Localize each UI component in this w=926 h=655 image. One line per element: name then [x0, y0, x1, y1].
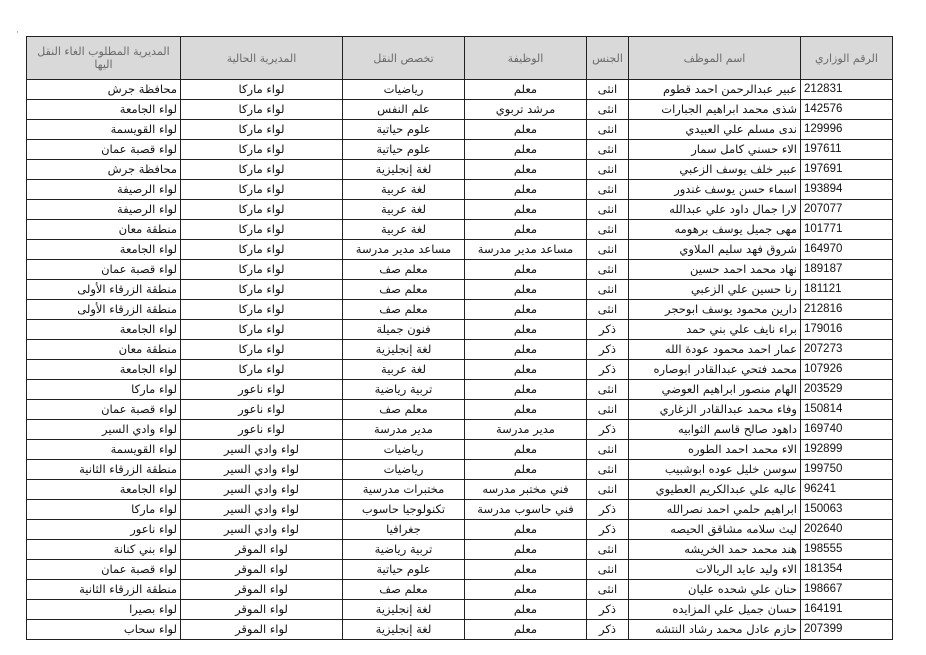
table-row [27, 80, 893, 100]
employee-name-cell: رنا حسين علي الزعبي [629, 280, 801, 300]
ministry-id-cell: 142576 [801, 100, 893, 120]
table-row [27, 100, 893, 120]
transfer-specialty-cell: معلم صف [343, 580, 465, 600]
ministry-id-cell: 129996 [801, 120, 893, 140]
table-header-row [27, 37, 893, 80]
current-directorate-cell: لواء ماركا [181, 140, 343, 160]
gender-cell: انثى [587, 140, 629, 160]
table-row [27, 200, 893, 220]
requested-directorate-cell: لواء الجامعة [27, 240, 181, 260]
transfer-specialty-cell: لغة عربية [343, 200, 465, 220]
requested-directorate-cell: لواء القويسمة [27, 440, 181, 460]
ministry-id-cell: 179016 [801, 320, 893, 340]
ministry-id-cell: 198667 [801, 580, 893, 600]
employee-name-cell: اسماء حسن يوسف غندور [629, 180, 801, 200]
transfer-specialty-cell: لغة عربية [343, 360, 465, 380]
requested-directorate-cell: لواء بني كنانة [27, 540, 181, 560]
requested-directorate-cell: لواء سحاب [27, 620, 181, 640]
ministry-id-cell: 193894 [801, 180, 893, 200]
current-directorate-cell: لواء وادي السير [181, 480, 343, 500]
requested-directorate-cell: لواء الرصيفة [27, 200, 181, 220]
ministry-id-cell: 207273 [801, 340, 893, 360]
header-ministry-id: الرقم الوزاري [801, 37, 893, 80]
ministry-id-cell: 101771 [801, 220, 893, 240]
gender-cell: انثى [587, 220, 629, 240]
current-directorate-cell: لواء وادي السير [181, 500, 343, 520]
requested-directorate-cell: لواء الجامعة [27, 100, 181, 120]
employee-name-cell: براء نايف علي بني حمد [629, 320, 801, 340]
gender-cell: ذكر [587, 500, 629, 520]
employee-name-cell: محمد فتحي عبدالقادر ابوصاره [629, 360, 801, 380]
gender-cell: انثى [587, 260, 629, 280]
transfer-specialty-cell: علم النفس [343, 100, 465, 120]
table-row [27, 560, 893, 580]
current-directorate-cell: لواء وادي السير [181, 440, 343, 460]
ministry-id-cell: 203529 [801, 380, 893, 400]
gender-cell: ذكر [587, 620, 629, 640]
gender-cell: انثى [587, 180, 629, 200]
gender-cell: انثى [587, 80, 629, 100]
transfer-specialty-cell: تكنولوجيا حاسوب [343, 500, 465, 520]
gender-cell: انثى [587, 160, 629, 180]
gender-cell: انثى [587, 540, 629, 560]
current-directorate-cell: لواء ناعور [181, 380, 343, 400]
ministry-id-cell: 169740 [801, 420, 893, 440]
employee-name-cell: هند محمد حمد الخريشه [629, 540, 801, 560]
employee-name-cell: ندى مسلم علي العبيدي [629, 120, 801, 140]
ministry-id-cell: 198555 [801, 540, 893, 560]
gender-cell: انثى [587, 400, 629, 420]
job-cell: معلم [465, 320, 587, 340]
employee-name-cell: وفاء محمد عبدالقادر الزغاري [629, 400, 801, 420]
header-gender: الجنس [587, 37, 629, 80]
requested-directorate-cell: لواء قصبة عمان [27, 400, 181, 420]
ministry-id-cell: 199750 [801, 460, 893, 480]
employee-name-cell: مهى جميل يوسف برهومه [629, 220, 801, 240]
current-directorate-cell: لواء الموقر [181, 600, 343, 620]
table-row [27, 580, 893, 600]
table-row [27, 320, 893, 340]
requested-directorate-cell: لواء الجامعة [27, 320, 181, 340]
gender-cell: انثى [587, 580, 629, 600]
gender-cell: ذكر [587, 360, 629, 380]
current-directorate-cell: لواء ماركا [181, 220, 343, 240]
ministry-id-cell: 207399 [801, 620, 893, 640]
job-cell: معلم [465, 180, 587, 200]
table-row [27, 460, 893, 480]
table-row [27, 140, 893, 160]
gender-cell: انثى [587, 480, 629, 500]
requested-directorate-cell: لواء القويسمة [27, 120, 181, 140]
job-cell: معلم [465, 440, 587, 460]
table-row [27, 240, 893, 260]
ministry-id-cell: 107926 [801, 360, 893, 380]
ministry-id-cell: 192899 [801, 440, 893, 460]
table-row [27, 360, 893, 380]
header-transfer-specialty: تخصص النقل [343, 37, 465, 80]
requested-directorate-cell: لواء قصبة عمان [27, 260, 181, 280]
requested-directorate-cell: محافظة جرش [27, 160, 181, 180]
employee-name-cell: عمار احمد محمود عودة الله [629, 340, 801, 360]
current-directorate-cell: لواء ماركا [181, 100, 343, 120]
job-cell: معلم [465, 380, 587, 400]
job-cell: معلم [465, 80, 587, 100]
gender-cell: ذكر [587, 320, 629, 340]
requested-directorate-cell: لواء ناعور [27, 520, 181, 540]
transfer-specialty-cell: معلم صف [343, 300, 465, 320]
current-directorate-cell: لواء الموقر [181, 620, 343, 640]
transfer-specialty-cell: لغة إنجليزية [343, 340, 465, 360]
requested-directorate-cell: لواء الرصيفة [27, 180, 181, 200]
ministry-id-cell: 202640 [801, 520, 893, 540]
ministry-id-cell: 150814 [801, 400, 893, 420]
header-current-directorate: المديرية الحالية [181, 37, 343, 80]
ministry-id-cell: 164970 [801, 240, 893, 260]
current-directorate-cell: لواء ماركا [181, 240, 343, 260]
job-cell: مرشد تربوي [465, 100, 587, 120]
gender-cell: انثى [587, 120, 629, 140]
requested-directorate-cell: منطقة الزرقاء الأولى [27, 300, 181, 320]
table-row [27, 420, 893, 440]
table-row [27, 220, 893, 240]
job-cell: معلم [465, 580, 587, 600]
job-cell: مساعد مدير مدرسة [465, 240, 587, 260]
table-row [27, 260, 893, 280]
transfer-specialty-cell: مساعد مدير مدرسة [343, 240, 465, 260]
table-row [27, 280, 893, 300]
current-directorate-cell: لواء ماركا [181, 180, 343, 200]
transfer-specialty-cell: لغة إنجليزية [343, 620, 465, 640]
transfer-specialty-cell: علوم حياتية [343, 120, 465, 140]
job-cell: معلم [465, 160, 587, 180]
table-row [27, 400, 893, 420]
requested-directorate-cell: لواء ماركا [27, 380, 181, 400]
current-directorate-cell: لواء ماركا [181, 320, 343, 340]
employee-name-cell: الاء محمد احمد الطوره [629, 440, 801, 460]
employee-name-cell: حازم عادل محمد رشاد النتشه [629, 620, 801, 640]
employee-name-cell: سوسن خليل عوده ابوشبيب [629, 460, 801, 480]
employee-name-cell: ابراهيم حلمي احمد نصرالله [629, 500, 801, 520]
employee-name-cell: حنان علي شحده عليان [629, 580, 801, 600]
transfer-specialty-cell: علوم حياتية [343, 140, 465, 160]
transfer-specialty-cell: لغة عربية [343, 180, 465, 200]
employee-name-cell: الاء وليد عايد الريالات [629, 560, 801, 580]
employee-name-cell: عاليه علي عبدالكريم العطيوي [629, 480, 801, 500]
table-row [27, 620, 893, 640]
job-cell: معلم [465, 540, 587, 560]
ministry-id-cell: 181354 [801, 560, 893, 580]
job-cell: معلم [465, 220, 587, 240]
current-directorate-cell: لواء ماركا [181, 80, 343, 100]
transfer-specialty-cell: جغرافيا [343, 520, 465, 540]
ministry-id-cell: 207077 [801, 200, 893, 220]
current-directorate-cell: لواء الموقر [181, 560, 343, 580]
job-cell: معلم [465, 280, 587, 300]
employee-name-cell: شروق فهد سليم الملاوي [629, 240, 801, 260]
transfer-specialty-cell: رياضيات [343, 460, 465, 480]
table-row [27, 540, 893, 560]
transfer-specialty-cell: معلم صف [343, 280, 465, 300]
employee-name-cell: حسان جميل علي المزايده [629, 600, 801, 620]
requested-directorate-cell: لواء بصيرا [27, 600, 181, 620]
table-row [27, 380, 893, 400]
transfer-cancellation-table [26, 36, 893, 640]
job-cell: معلم [465, 460, 587, 480]
transfer-specialty-cell: تربية رياضية [343, 380, 465, 400]
job-cell: معلم [465, 600, 587, 620]
current-directorate-cell: لواء ماركا [181, 160, 343, 180]
current-directorate-cell: لواء ماركا [181, 360, 343, 380]
current-directorate-cell: لواء ماركا [181, 280, 343, 300]
employee-name-cell: عبير خلف يوسف الزعبي [629, 160, 801, 180]
gender-cell: ذكر [587, 420, 629, 440]
current-directorate-cell: لواء الموقر [181, 540, 343, 560]
gender-cell: ذكر [587, 520, 629, 540]
employee-name-cell: الهام منصور ابراهيم العوضي [629, 380, 801, 400]
current-directorate-cell: لواء ناعور [181, 400, 343, 420]
employee-name-cell: الاء حسني كامل سمار [629, 140, 801, 160]
transfer-specialty-cell: مدير مدرسة [343, 420, 465, 440]
requested-directorate-cell: لواء الجامعة [27, 360, 181, 380]
gender-cell: ذكر [587, 600, 629, 620]
table-row [27, 480, 893, 500]
table-row [27, 520, 893, 540]
table-row [27, 120, 893, 140]
gender-cell: انثى [587, 560, 629, 580]
transfer-specialty-cell: معلم صف [343, 400, 465, 420]
job-cell: معلم [465, 260, 587, 280]
employee-name-cell: دارين محمود يوسف ابوحجر [629, 300, 801, 320]
job-cell: معلم [465, 200, 587, 220]
requested-directorate-cell: منطقة معان [27, 340, 181, 360]
table-row [27, 600, 893, 620]
requested-directorate-cell: لواء قصبة عمان [27, 560, 181, 580]
transfer-specialty-cell: لغة عربية [343, 220, 465, 240]
current-directorate-cell: لواء ماركا [181, 120, 343, 140]
employee-name-cell: شذى محمد ابراهيم الجبارات [629, 100, 801, 120]
gender-cell: انثى [587, 100, 629, 120]
employee-name-cell: لارا جمال داود علي عبدالله [629, 200, 801, 220]
gender-cell: انثى [587, 280, 629, 300]
table-row [27, 300, 893, 320]
ministry-id-cell: 212816 [801, 300, 893, 320]
requested-directorate-cell: منطقة الزرقاء الأولى [27, 280, 181, 300]
transfer-specialty-cell: فنون جميلة [343, 320, 465, 340]
job-cell: معلم [465, 620, 587, 640]
transfer-specialty-cell: مختبرات مدرسية [343, 480, 465, 500]
job-cell: معلم [465, 340, 587, 360]
gender-cell: انثى [587, 380, 629, 400]
job-cell: معلم [465, 560, 587, 580]
employee-name-cell: ليث سلامه مشاقق الحيصه [629, 520, 801, 540]
job-cell: مدير مدرسة [465, 420, 587, 440]
scan-mark: · [16, 28, 19, 38]
job-cell: فني مختبر مدرسه [465, 480, 587, 500]
transfer-specialty-cell: معلم صف [343, 260, 465, 280]
current-directorate-cell: لواء وادي السير [181, 520, 343, 540]
table-row [27, 340, 893, 360]
ministry-id-cell: 212831 [801, 80, 893, 100]
job-cell: معلم [465, 400, 587, 420]
employee-name-cell: عبير عبدالرحمن احمد قطوم [629, 80, 801, 100]
current-directorate-cell: لواء ماركا [181, 200, 343, 220]
header-requested-directorate: المديرية المطلوب الغاء النقل اليها [27, 37, 181, 80]
transfer-specialty-cell: لغة إنجليزية [343, 600, 465, 620]
job-cell: معلم [465, 520, 587, 540]
current-directorate-cell: لواء ماركا [181, 260, 343, 280]
transfer-specialty-cell: لغة إنجليزية [343, 160, 465, 180]
transfer-specialty-cell: رياضيات [343, 80, 465, 100]
header-employee-name: اسم الموظف [629, 37, 801, 80]
table-row [27, 180, 893, 200]
requested-directorate-cell: منطقة معان [27, 220, 181, 240]
ministry-id-cell: 197611 [801, 140, 893, 160]
current-directorate-cell: لواء الموقر [181, 580, 343, 600]
transfer-specialty-cell: تربية رياضية [343, 540, 465, 560]
ministry-id-cell: 189187 [801, 260, 893, 280]
employee-name-cell: داهود صالح قاسم الثوابيه [629, 420, 801, 440]
requested-directorate-cell: لواء الجامعة [27, 480, 181, 500]
gender-cell: انثى [587, 240, 629, 260]
ministry-id-cell: 197691 [801, 160, 893, 180]
job-cell: معلم [465, 360, 587, 380]
requested-directorate-cell: لواء وادي السير [27, 420, 181, 440]
gender-cell: انثى [587, 460, 629, 480]
job-cell: معلم [465, 300, 587, 320]
current-directorate-cell: لواء ماركا [181, 340, 343, 360]
current-directorate-cell: لواء ناعور [181, 420, 343, 440]
requested-directorate-cell: منطقة الزرقاء الثانية [27, 460, 181, 480]
job-cell: معلم [465, 120, 587, 140]
requested-directorate-cell: لواء ماركا [27, 500, 181, 520]
requested-directorate-cell: منطقة الزرقاء الثانية [27, 580, 181, 600]
current-directorate-cell: لواء وادي السير [181, 460, 343, 480]
ministry-id-cell: 96241 [801, 480, 893, 500]
job-cell: فني حاسوب مدرسة [465, 500, 587, 520]
requested-directorate-cell: لواء قصبة عمان [27, 140, 181, 160]
table-row [27, 500, 893, 520]
gender-cell: انثى [587, 300, 629, 320]
transfer-specialty-cell: رياضيات [343, 440, 465, 460]
transfer-specialty-cell: علوم حياتية [343, 560, 465, 580]
gender-cell: انثى [587, 440, 629, 460]
table-body [27, 80, 893, 640]
current-directorate-cell: لواء ماركا [181, 300, 343, 320]
requested-directorate-cell: محافظة جرش [27, 80, 181, 100]
ministry-id-cell: 150063 [801, 500, 893, 520]
table-row [27, 440, 893, 460]
ministry-id-cell: 181121 [801, 280, 893, 300]
gender-cell: انثى [587, 200, 629, 220]
ministry-id-cell: 164191 [801, 600, 893, 620]
table-row [27, 160, 893, 180]
gender-cell: ذكر [587, 340, 629, 360]
header-job: الوظيفة [465, 37, 587, 80]
job-cell: معلم [465, 140, 587, 160]
employee-name-cell: نهاد محمد احمد حسين [629, 260, 801, 280]
